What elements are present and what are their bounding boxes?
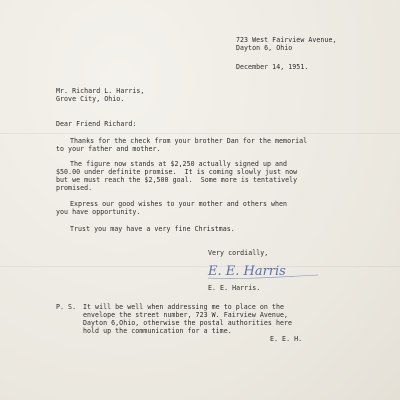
handwritten-signature <box>206 258 326 282</box>
fold-line <box>0 266 400 267</box>
paragraph-2-line-1: The figure now stands at $2,250 actually signed up and <box>70 160 288 168</box>
signature-graphic <box>206 258 326 282</box>
paragraph-3-line-1: Express our good wishes to your mother and others when <box>70 200 288 208</box>
recipient-city: Grove City, Ohio. <box>56 95 125 103</box>
paragraph-4: Trust you may have a very fine Christmas. <box>70 225 235 233</box>
recipient-name: Mr. Richard L. Harris, <box>56 87 145 95</box>
paragraph-1-line-1: Thanks for the check from your brother Dan for the memorial <box>70 137 308 145</box>
paragraph-2-line-3: but we must reach the $2,500 goal. Some more is tentatively <box>56 176 298 184</box>
return-address-city: Dayton 6, Ohio <box>236 44 293 52</box>
closing: Very cordially, <box>208 249 269 257</box>
postscript-label: P. S. <box>56 303 77 311</box>
paragraph-2-line-2: $50.00 under definite promise. It is coming slowly just now <box>56 168 298 176</box>
return-address-street: 723 West Fairview Avenue, <box>236 36 337 44</box>
paragraph-3-line-2: you have opportunity. <box>56 208 141 216</box>
postscript-initials: E. E. H. <box>270 335 303 343</box>
postscript-line-2: envelope the street number, 723 W. Fairview Avenue, <box>83 311 289 319</box>
salutation: Dear Friend Richard: <box>56 120 137 128</box>
signature-text: E. E. Harris <box>208 264 286 279</box>
paragraph-2-line-4: promised. <box>56 184 93 192</box>
postscript-line-3: Dayton 6,Ohio, otherwise the postal authorities here <box>83 319 293 327</box>
fold-line <box>0 133 400 134</box>
postscript-line-1: It will be well when addressing me to place on the <box>83 303 284 311</box>
postscript-line-4: hold up the communication for a time. <box>83 327 232 335</box>
letter-date: December 14, 1951. <box>236 63 309 71</box>
paragraph-1-line-2: to your father and mother. <box>56 145 161 153</box>
typed-name: E. E. Harris. <box>208 284 261 292</box>
